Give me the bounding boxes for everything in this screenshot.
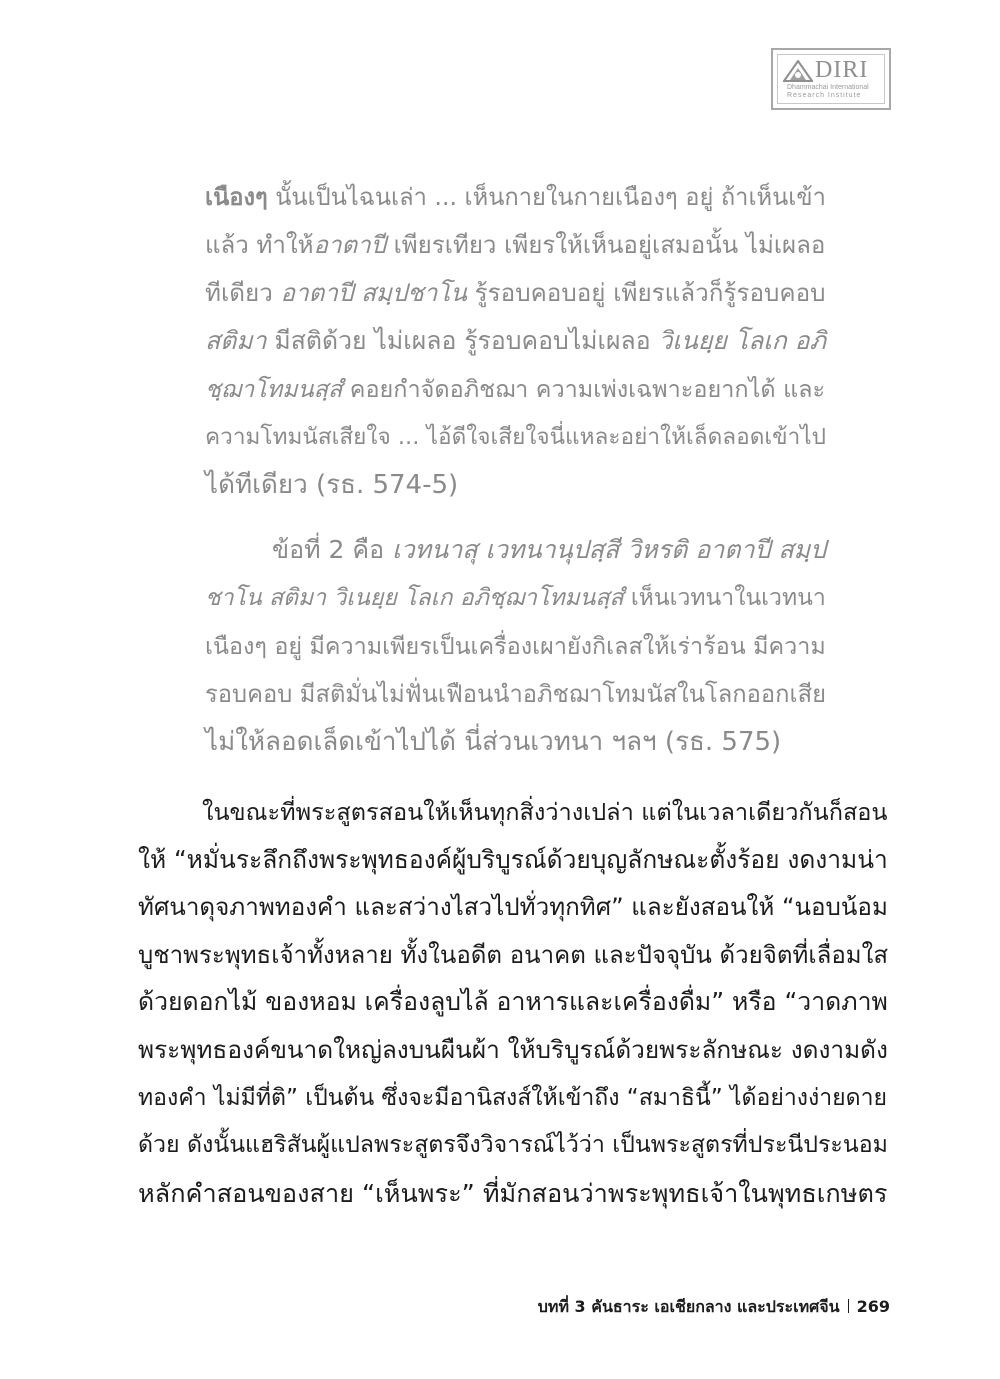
triangle-logo-icon — [783, 60, 813, 82]
body-line: ด้วย ดังนั้นแฮริสันผู้แปลพระสูตรจึงวิจารณ์ไว้ว่า เป็นพระสูตรที่ประนีประนอม — [138, 1131, 888, 1159]
quote-line-text: ข้อที่ 2 คือ — [272, 535, 393, 564]
quote-line-text: วิเนยฺย โลเก อภิ — [658, 326, 826, 355]
quote-line-text: เห็นเวทนาในเวทนา — [623, 585, 826, 611]
logo-subtitle-2: Research Institute — [787, 92, 862, 99]
diri-logo — [771, 48, 891, 110]
quote-line-text: แล้ว ทำให้ — [205, 231, 314, 259]
quote-line-text: เนืองๆ อยู่ มีความเพียรเป็นเครื่องเผายังกิเลสให้เร่าร้อน มีความ — [205, 632, 826, 660]
quote-line-text: เนืองๆ — [205, 183, 268, 211]
quote-line-text: อาตาปี — [313, 231, 386, 259]
page-footer — [538, 1295, 890, 1320]
body-line: ทัศนาดุจภาพทองคำ และสว่างไสวไปทั่วทุกทิศ” และยังสอนให้ “นอบน้อม — [138, 893, 888, 922]
logo-subtitle-1: Dhammachai International — [787, 84, 869, 91]
quote-line-text: เวทนาสุ เวทนานุปสฺสี วิหรติ อาตาปี สมฺป — [392, 535, 826, 564]
body-line: ให้ “หมั่นระลึกถึงพระพุทธองค์ผู้บริบูรณ์ด้วยบุญลักษณะตั้งร้อย งดงามน่า — [138, 844, 888, 874]
body-line: หลักคำสอนของสาย “เห็นพระ” ที่มักสอนว่าพระพุทธเจ้าในพุทธเกษตร — [138, 1177, 888, 1208]
quote-line — [205, 725, 781, 759]
chapter-title: บทที่ 3 คันธาระ เอเชียกลาง และประเทศจีน — [537, 1297, 840, 1316]
body-line: พระพุทธองค์ขนาดใหญ่ลงบนผืนผ้า ให้บริบูรณ์ด้วยพระลักษณะ งดงามดัง — [138, 1035, 888, 1064]
quote-line-text: ชาโน สติมา วิเนยฺย โลเก อภิชฺฌาโทมนสฺสํ — [205, 585, 624, 611]
logo-title: DIRI — [815, 57, 869, 83]
quote-line — [205, 677, 826, 711]
quote-line — [205, 228, 825, 262]
quote-line-text: อาตาปี สมฺปชาโน — [280, 278, 467, 307]
quote-line — [205, 468, 458, 502]
quote-line — [272, 533, 826, 567]
quote-line — [205, 180, 826, 214]
quote-line-text: ไม่ให้ลอดเล็ดเข้าไปได้ นี่ส่วนเวทนา ฯลฯ (รธ. 575) — [205, 727, 782, 757]
quote-line-text: รู้รอบคอบอยู่ เพียรแล้วก็รู้รอบคอบ — [466, 278, 826, 307]
quote-line-text: รอบคอบ มีสติมั่นไม่ฟั่นเฟือนนำอภิชฌาโทมนัสในโลกออกเสีย — [205, 680, 827, 708]
body-line: บูชาพระพุทธเจ้าทั้งหลาย ทั้งในอดีต อนาคต และปัจจุบัน ด้วยจิตที่เลื่อมใส — [138, 940, 889, 969]
page-number: 269 — [856, 1297, 890, 1316]
quote-line-text: เพียรเทียว เพียรให้เห็นอยู่เสมอนั้น ไม่เผลอ — [385, 231, 826, 259]
quote-line — [205, 324, 826, 358]
footer-separator — [848, 1299, 849, 1313]
quote-line — [205, 276, 826, 310]
quote-line — [205, 372, 825, 406]
quote-line-text: ความโทมนัสเสียใจ ... ไอ้ดีใจเสียใจนี่แหละอย่าให้เล็ดลอดเข้าไป — [205, 424, 826, 450]
quote-line-text: มีสติด้วย ไม่เผลอ รู้รอบคอบไม่เผลอ — [266, 326, 659, 355]
quote-line-text: คอยกำจัดอภิชฌา ความเพ่งเฉพาะอยากได้ และ — [342, 375, 826, 403]
body-line: ในขณะที่พระสูตรสอนให้เห็นทุกสิ่งว่างเปล่า แต่ในเวลาเดียวกันก็สอน — [202, 798, 888, 826]
quote-line — [205, 581, 826, 615]
quote-line-text: สติมา — [205, 326, 267, 355]
body-line: ด้วยดอกไม้ ของหอม เครื่องลูบไล้ อาหารและเครื่องดื่ม” หรือ “วาดภาพ — [138, 987, 888, 1017]
quote-line — [205, 629, 826, 663]
body-line: ทองคำ ไม่มีที่ติ” เป็นต้น ซึ่งจะมีอานิสงส์ให้เข้าถึง “สมาธินี้” ได้อย่างง่ายดาย — [138, 1084, 888, 1111]
quote-line — [205, 420, 826, 454]
quote-line-text: ชฺฌาโทมนสฺสํ — [205, 375, 343, 403]
quote-line-text: นั้นเป็นไฉนเล่า ... เห็นกายในกายเนืองๆ อยู่ ถ้าเห็นเข้า — [267, 183, 826, 211]
quote-line-text: ได้ทีเดียว (รธ. 574-5) — [205, 470, 459, 500]
quote-line-text: ทีเดียว — [205, 278, 281, 307]
